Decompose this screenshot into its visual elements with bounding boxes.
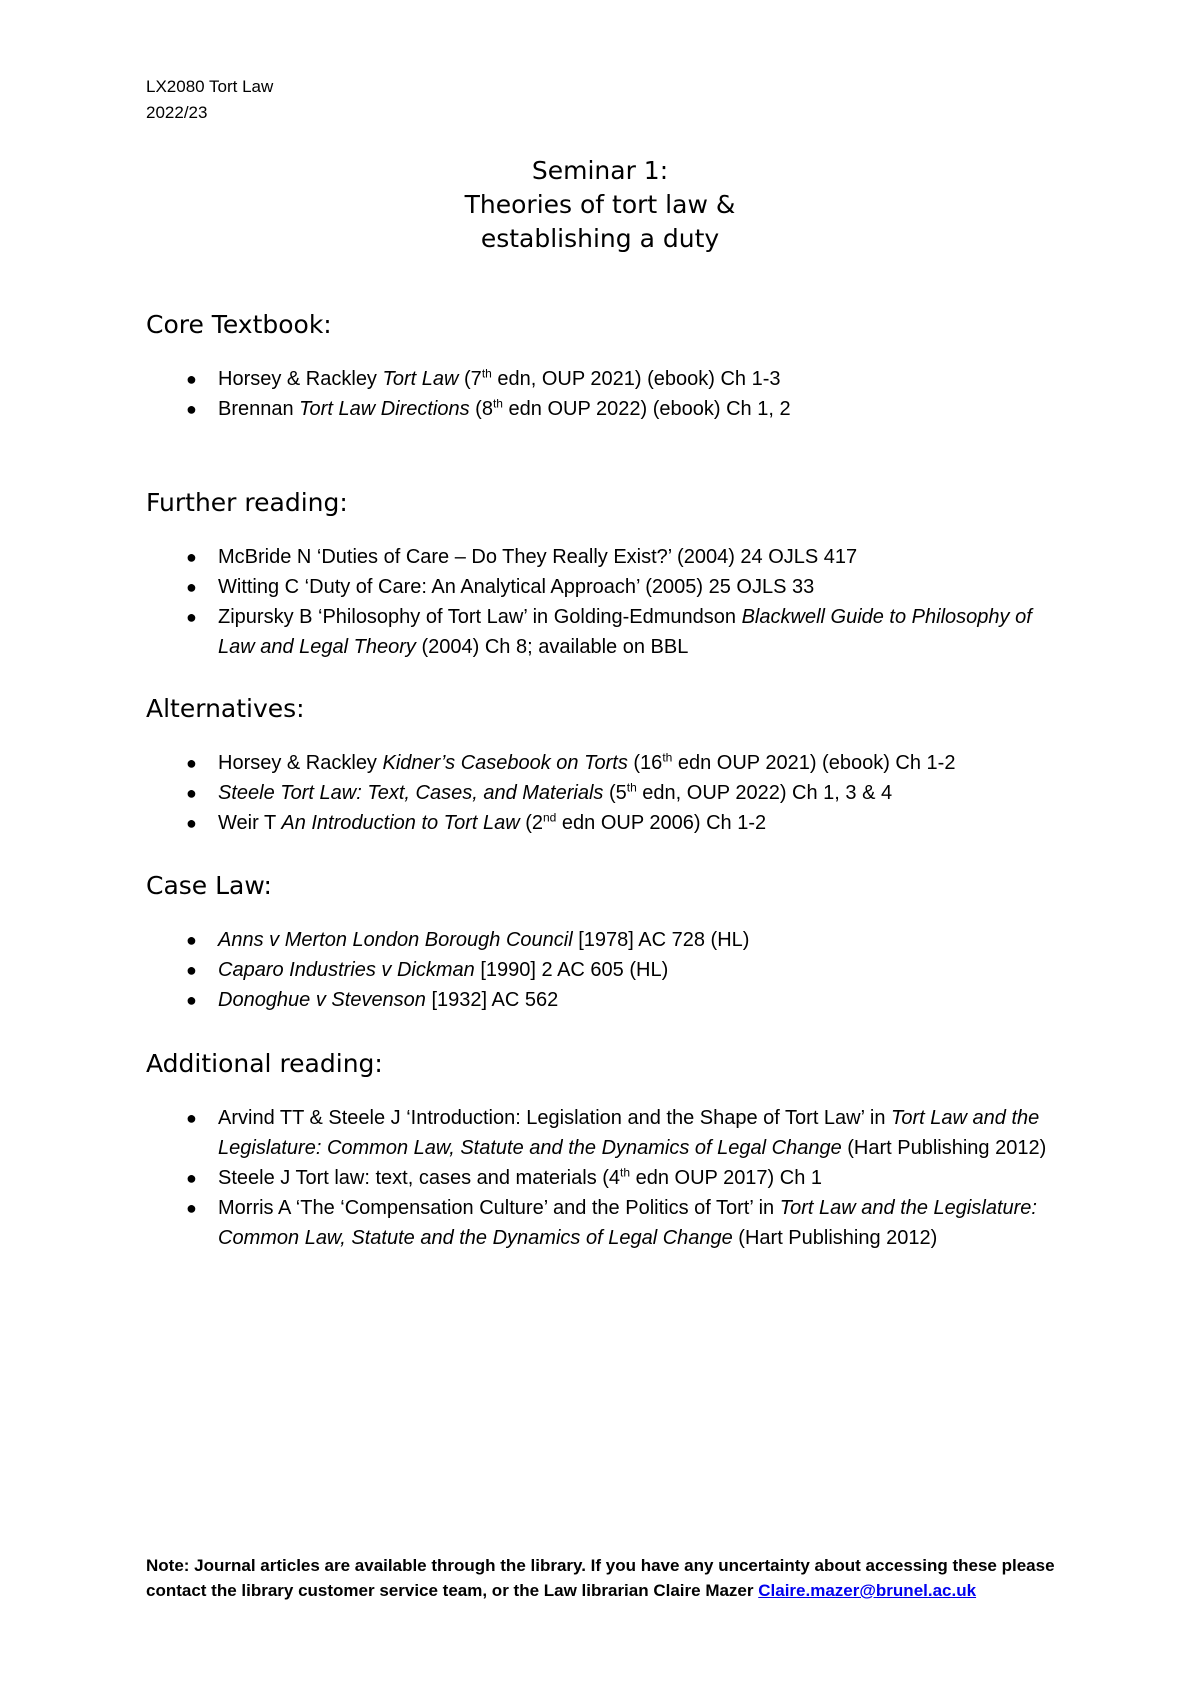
- bullet-icon: ●: [186, 1168, 197, 1188]
- text-segment: (Hart Publishing 2012): [732, 1227, 938, 1249]
- title-line-2: Theories of tort law &: [464, 190, 736, 219]
- text-segment: (2004) Ch 8; available on BBL: [415, 636, 689, 658]
- list-item: [146, 394, 1066, 424]
- section-heading: Additional reading:: [146, 1049, 383, 1078]
- text-segment: (Hart Publishing 2012): [841, 1137, 1047, 1159]
- text-segment: Witting C ‘Duty of Care: An Analytical Approach’ (2005) 25 OJLS 33: [218, 576, 815, 598]
- text-segment: (16: [627, 752, 663, 774]
- core-textbook-section: [146, 308, 1066, 424]
- list-item: [146, 1163, 1066, 1193]
- list-item: [146, 572, 1066, 602]
- bullet-icon: ●: [186, 577, 197, 597]
- reading-list: [146, 1103, 1066, 1253]
- italic-title: Kidner’s Casebook on Torts: [382, 752, 628, 774]
- section-heading: Case Law:: [146, 871, 272, 900]
- case-law-section: [146, 869, 1066, 1015]
- text-segment: (7: [458, 368, 482, 390]
- ordinal-suffix: th: [626, 780, 637, 795]
- text-segment: Horsey & Rackley: [218, 368, 383, 390]
- list-item: [146, 542, 1066, 572]
- bullet-icon: ●: [186, 753, 197, 773]
- alternatives-section: [146, 692, 1066, 838]
- text-segment: (5: [603, 782, 627, 804]
- text-segment: [1932] AC 562: [425, 989, 559, 1011]
- text-segment: Brennan: [218, 398, 300, 420]
- text-segment: Arvind TT & Steele J ‘Introduction: Legislation and the Shape of Tort Law’ in: [218, 1107, 891, 1129]
- bullet-icon: ●: [186, 990, 197, 1010]
- reading-list: [146, 925, 1066, 1015]
- list-item: [146, 808, 1066, 838]
- text-segment: edn OUP 2022) (ebook) Ch 1, 2: [502, 398, 791, 420]
- text-segment: [1990] 2 AC 605 (HL): [474, 959, 669, 981]
- text-segment: Steele J Tort law: text, cases and materials (4: [218, 1167, 621, 1189]
- course-code: LX2080 Tort Law: [146, 77, 274, 96]
- bullet-icon: ●: [186, 399, 197, 419]
- list-item: [146, 925, 1066, 955]
- text-segment: edn OUP 2017) Ch 1: [630, 1167, 823, 1189]
- course-header: [146, 74, 273, 126]
- list-item: [146, 1193, 1066, 1253]
- text-segment: Horsey & Rackley: [218, 752, 383, 774]
- italic-title: Donoghue v Stevenson: [218, 989, 426, 1011]
- reading-list: [146, 748, 1066, 838]
- bullet-icon: ●: [186, 547, 197, 567]
- librarian-email-link[interactable]: Claire.mazer@brunel.ac.uk: [758, 1581, 977, 1600]
- title-line-1: Seminar 1:: [531, 156, 669, 185]
- list-item: [146, 602, 1066, 662]
- bullet-icon: ●: [186, 783, 197, 803]
- ordinal-suffix: nd: [543, 810, 557, 825]
- text-segment: McBride N ‘Duties of Care – Do They Really Exist?’ (2004) 24 OJLS 417: [218, 546, 858, 568]
- footer-note: [146, 1553, 1066, 1603]
- italic-title: Caparo Industries v Dickman: [218, 959, 475, 981]
- bullet-icon: ●: [186, 607, 197, 627]
- section-heading: Core Textbook:: [146, 310, 332, 339]
- italic-title: Anns v Merton London Borough Council: [218, 929, 573, 951]
- ordinal-suffix: th: [662, 750, 673, 765]
- bullet-icon: ●: [186, 369, 197, 389]
- list-item: [146, 364, 1066, 394]
- italic-title: An Introduction to Tort Law: [281, 812, 520, 834]
- italic-title: Tort Law: [382, 368, 459, 390]
- text-segment: edn OUP 2006) Ch 1-2: [556, 812, 767, 834]
- text-segment: edn OUP 2021) (ebook) Ch 1-2: [672, 752, 956, 774]
- section-heading: Alternatives:: [146, 694, 305, 723]
- reading-list: [146, 542, 1066, 662]
- text-segment: Weir T: [218, 812, 282, 834]
- italic-title: Tort Law and the Legislature: Common Law, Statute and the Dynamics of Legal Change: [218, 1197, 1037, 1249]
- text-segment: Zipursky B ‘Philosophy of Tort Law’ in Golding-Edmundson: [218, 606, 742, 628]
- list-item: [146, 955, 1066, 985]
- italic-title: Tort Law and the Legislature: Common Law, Statute and the Dynamics of Legal Change: [218, 1107, 1040, 1159]
- ordinal-suffix: th: [492, 396, 503, 411]
- ordinal-suffix: th: [620, 1165, 631, 1180]
- reading-list: [146, 364, 1066, 424]
- bullet-icon: ●: [186, 1198, 197, 1218]
- seminar-title: [300, 154, 900, 256]
- footer-note-text: Note: Journal articles are available through the library. If you have any uncertainty about accessing these please contact the library customer service team, or the Law librarian Claire Mazer: [146, 1556, 1055, 1600]
- italic-title: Steele Tort Law: Text, Cases, and Materials: [218, 782, 604, 804]
- title-line-3: establishing a duty: [480, 224, 720, 253]
- list-item: [146, 1103, 1066, 1163]
- text-segment: (2: [519, 812, 543, 834]
- section-heading: Further reading:: [146, 488, 348, 517]
- text-segment: edn, OUP 2021) (ebook) Ch 1-3: [491, 368, 781, 390]
- bullet-icon: ●: [186, 930, 197, 950]
- bullet-icon: ●: [186, 1108, 197, 1128]
- academic-year: 2022/23: [146, 103, 208, 122]
- text-segment: (8: [469, 398, 493, 420]
- additional-reading-section: [146, 1047, 1066, 1253]
- text-segment: edn, OUP 2022) Ch 1, 3 & 4: [636, 782, 893, 804]
- bullet-icon: ●: [186, 960, 197, 980]
- italic-title: Tort Law Directions: [299, 398, 470, 420]
- text-segment: Morris A ‘The ‘Compensation Culture’ and the Politics of Tort’ in: [218, 1197, 780, 1219]
- list-item: [146, 985, 1066, 1015]
- ordinal-suffix: th: [481, 366, 492, 381]
- list-item: [146, 748, 1066, 778]
- further-reading-section: [146, 486, 1066, 662]
- bullet-icon: ●: [186, 813, 197, 833]
- italic-title: Blackwell Guide to Philosophy of Law and Legal Theory: [218, 606, 1032, 658]
- text-segment: [1978] AC 728 (HL): [572, 929, 750, 951]
- list-item: [146, 778, 1066, 808]
